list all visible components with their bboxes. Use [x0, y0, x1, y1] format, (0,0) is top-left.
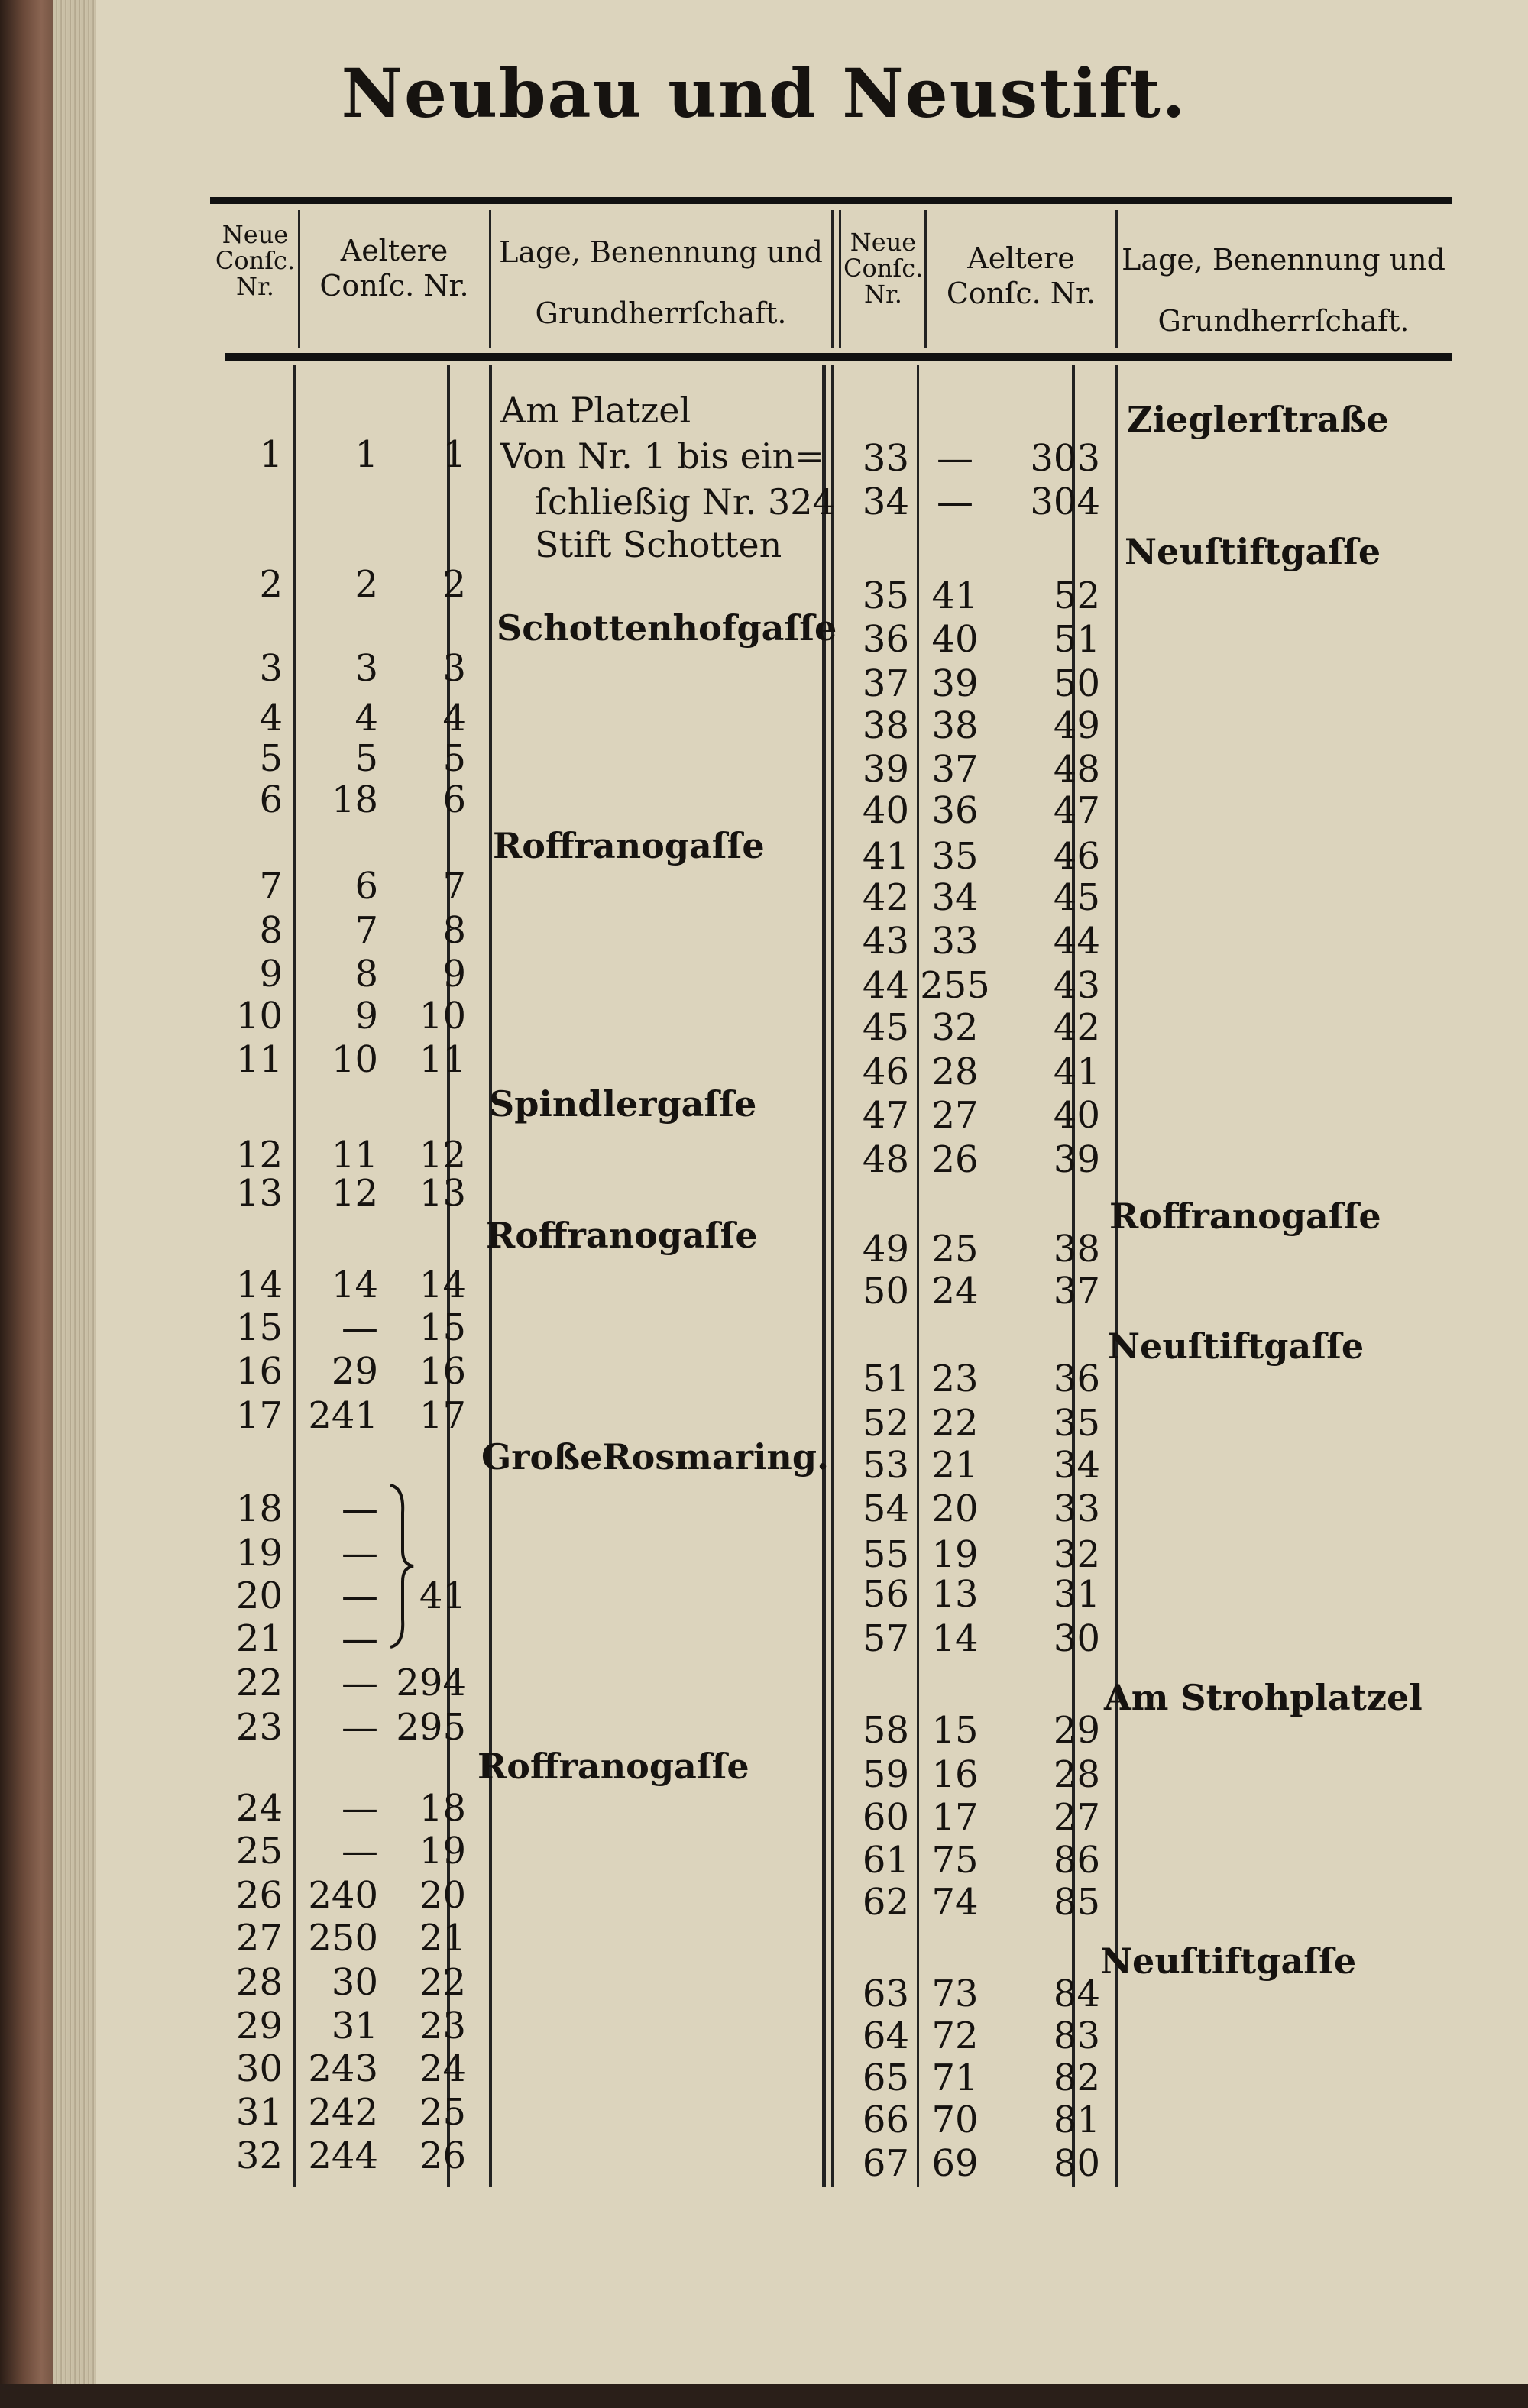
right-cell-neue: 40: [862, 789, 909, 832]
right-cell-neue: 34: [862, 481, 909, 523]
left-cell-nr: 22: [419, 1961, 466, 2004]
right-cell-alt: 36: [931, 789, 979, 832]
street-label: Spindlergaſſe: [489, 1083, 757, 1125]
left-cell-neue: 19: [235, 1532, 283, 1575]
left-cell-neue: 4: [259, 697, 283, 740]
header-line: Lage, Benennung und: [499, 235, 823, 269]
body-divider: [1115, 365, 1118, 2187]
body-divider: [489, 365, 492, 2187]
left-cell-alt: —: [342, 1830, 378, 1872]
left-cell-neue: 27: [235, 1917, 283, 1960]
left-cell-alt: 14: [331, 1264, 378, 1306]
left-cell-alt: 6: [354, 865, 378, 908]
right-cell-nr: 86: [1053, 1839, 1100, 1882]
left-cell-alt: —: [342, 1787, 378, 1830]
left-cell-nr: 19: [419, 1830, 466, 1872]
left-cell-nr: 3: [442, 647, 466, 690]
street-label: Schottenhofgaſſe: [497, 607, 837, 649]
left-cell-nr: 18: [419, 1787, 466, 1830]
left-cell-nr: 295: [396, 1706, 466, 1749]
right-cell-nr: 30: [1053, 1617, 1100, 1660]
right-cell-neue: 64: [862, 2015, 909, 2057]
left-cell-neue: 15: [235, 1306, 283, 1349]
right-cell-alt: 19: [931, 1533, 979, 1576]
left-cell-nr: 23: [419, 2005, 466, 2047]
left-cell-alt: 29: [331, 1350, 378, 1393]
right-cell-nr: 85: [1053, 1881, 1100, 1924]
right-cell-alt: 26: [931, 1138, 979, 1181]
right-cell-alt: 22: [931, 1402, 979, 1445]
right-cell-alt: 23: [931, 1358, 979, 1400]
right-cell-nr: 83: [1053, 2015, 1100, 2057]
left-cell-nr: 16: [419, 1350, 466, 1393]
right-cell-neue: 57: [862, 1617, 909, 1660]
left-cell-alt: 4: [354, 697, 378, 740]
right-cell-nr: 50: [1053, 662, 1100, 705]
header-divider: [924, 210, 927, 348]
left-cell-alt: 7: [354, 909, 378, 952]
left-cell-alt: —: [342, 1532, 378, 1575]
right-cell-alt: 70: [931, 2099, 979, 2141]
right-cell-nr: 80: [1053, 2142, 1100, 2185]
right-cell-nr: 52: [1053, 574, 1100, 617]
left-cell-alt: —: [342, 1706, 378, 1749]
left-cell-alt: 244: [308, 2135, 378, 2177]
left-cell-neue: 1: [259, 433, 283, 476]
left-cell-neue: 2: [259, 563, 283, 606]
right-cell-nr: 47: [1053, 789, 1100, 832]
left-cell-nr: 15: [419, 1306, 466, 1349]
right-cell-alt: 38: [931, 704, 979, 747]
left-cell-neue: 13: [235, 1172, 283, 1215]
right-cell-alt: —: [937, 437, 973, 480]
left-cell-neue: 6: [259, 778, 283, 821]
right-cell-alt: 15: [931, 1709, 979, 1752]
left-cell-nr: 7: [442, 865, 466, 908]
left-cell-nr: 21: [419, 1917, 466, 1960]
left-cell-nr: 11: [419, 1038, 466, 1081]
left-cell-alt: —: [342, 1487, 378, 1530]
left-cell-neue: 18: [235, 1487, 283, 1530]
right-cell-neue: 61: [862, 1839, 909, 1882]
left-cell-alt: 31: [331, 2005, 378, 2047]
right-cell-neue: 33: [862, 437, 909, 480]
header-aeltere-right: [928, 241, 1114, 311]
left-cell-neue: 17: [235, 1394, 283, 1437]
lage-schliessig: ſchließig Nr. 324: [535, 481, 835, 523]
right-cell-nr: 40: [1053, 1094, 1100, 1137]
right-cell-nr: 82: [1053, 2057, 1100, 2099]
left-cell-nr: 294: [396, 1662, 466, 1704]
right-cell-neue: 47: [862, 1094, 909, 1137]
right-cell-alt: 37: [931, 748, 979, 791]
header-divider: [489, 210, 491, 348]
header-line: Conſc.: [843, 254, 924, 283]
left-cell-alt: 243: [308, 2047, 378, 2090]
right-cell-neue: 67: [862, 2142, 909, 2185]
left-cell-neue: 30: [235, 2047, 283, 2090]
right-cell-alt: 24: [931, 1270, 979, 1312]
left-cell-nr: 17: [419, 1394, 466, 1437]
right-cell-alt: 20: [931, 1487, 979, 1530]
right-cell-alt: 74: [931, 1881, 979, 1924]
right-cell-nr: 27: [1053, 1796, 1100, 1839]
left-cell-alt: 240: [308, 1874, 378, 1917]
right-cell-nr: 43: [1053, 964, 1100, 1007]
street-label: GroßeRosmaring.: [481, 1436, 830, 1477]
right-cell-nr: 46: [1053, 835, 1100, 878]
header-divider: [831, 210, 834, 348]
left-cell-alt: 8: [354, 953, 378, 995]
lage-von-nr: Von Nr. 1 bis ein=: [500, 435, 824, 477]
left-cell-nr: 41: [419, 1575, 466, 1617]
right-cell-nr: 29: [1053, 1709, 1100, 1752]
right-cell-alt: 17: [931, 1796, 979, 1839]
right-cell-nr: 32: [1053, 1533, 1100, 1576]
left-cell-alt: —: [342, 1617, 378, 1660]
right-cell-neue: 58: [862, 1709, 909, 1752]
left-cell-alt: 242: [308, 2091, 378, 2134]
right-cell-nr: 49: [1053, 704, 1100, 747]
left-cell-nr: 24: [419, 2047, 466, 2090]
header-line: Conſc.: [215, 246, 296, 275]
left-cell-nr: 26: [419, 2135, 466, 2177]
left-cell-neue: 10: [235, 995, 283, 1037]
right-cell-nr: 33: [1053, 1487, 1100, 1530]
right-cell-nr: 28: [1053, 1753, 1100, 1796]
right-cell-nr: 81: [1053, 2099, 1100, 2141]
left-cell-neue: 24: [235, 1787, 283, 1830]
right-cell-neue: 49: [862, 1228, 909, 1270]
header-line: Neue: [850, 228, 917, 257]
header-line: Aeltere: [967, 241, 1075, 275]
header-line: Neue: [222, 220, 289, 249]
right-cell-alt: 33: [931, 920, 979, 963]
left-cell-neue: 7: [259, 865, 283, 908]
header-aeltere-left: [302, 233, 487, 303]
book-bottom-edge: [0, 2384, 1528, 2408]
left-cell-alt: 9: [354, 995, 378, 1037]
right-cell-neue: 59: [862, 1753, 909, 1796]
right-cell-neue: 38: [862, 704, 909, 747]
left-cell-alt: 3: [354, 647, 378, 690]
right-cell-neue: 62: [862, 1881, 909, 1924]
right-cell-neue: 52: [862, 1402, 909, 1445]
header-line: Nr.: [236, 272, 274, 301]
left-cell-alt: —: [342, 1662, 378, 1704]
left-cell-alt: —: [342, 1306, 378, 1349]
left-cell-nr: 5: [442, 737, 466, 780]
left-cell-neue: 5: [259, 737, 283, 780]
right-cell-alt: 39: [931, 662, 979, 705]
right-cell-alt: 28: [931, 1050, 979, 1093]
right-cell-alt: 35: [931, 835, 979, 878]
left-cell-nr: 10: [419, 995, 466, 1037]
right-cell-neue: 53: [862, 1444, 909, 1487]
right-cell-nr: 38: [1053, 1228, 1100, 1270]
right-cell-neue: 55: [862, 1533, 909, 1576]
right-cell-neue: 43: [862, 920, 909, 963]
left-cell-neue: 26: [235, 1874, 283, 1917]
right-cell-alt: 73: [931, 1973, 979, 2015]
right-cell-neue: 42: [862, 876, 909, 919]
right-cell-neue: 56: [862, 1573, 909, 1616]
right-cell-nr: 48: [1053, 748, 1100, 791]
right-cell-neue: 45: [862, 1006, 909, 1049]
left-cell-nr: 2: [442, 563, 466, 606]
street-label: Am Strohplatzel: [1104, 1677, 1423, 1718]
left-cell-alt: 30: [331, 1961, 378, 2004]
header-line: Aeltere: [340, 234, 448, 267]
top-rule: [210, 197, 1452, 204]
left-cell-nr: 14: [419, 1264, 466, 1306]
left-cell-neue: 8: [259, 909, 283, 952]
header-bottom-rule: [225, 353, 1452, 361]
brace-icon: [386, 1482, 416, 1650]
left-cell-neue: 16: [235, 1350, 283, 1393]
left-cell-alt: 12: [331, 1172, 378, 1215]
right-cell-alt: 16: [931, 1753, 979, 1796]
right-cell-alt: 41: [931, 574, 979, 617]
lage-am-platzel: Am Platzel: [500, 390, 691, 431]
street-label: Neuſtiftgaſſe: [1108, 1325, 1365, 1367]
right-cell-neue: 37: [862, 662, 909, 705]
header-line: Lage, Benennung und: [1122, 243, 1445, 277]
right-cell-neue: 63: [862, 1973, 909, 2015]
right-cell-alt: 32: [931, 1006, 979, 1049]
left-cell-nr: 9: [442, 953, 466, 995]
right-cell-alt: —: [937, 481, 973, 523]
left-cell-nr: 6: [442, 778, 466, 821]
right-cell-nr: 37: [1053, 1270, 1100, 1312]
right-cell-neue: 41: [862, 835, 909, 878]
right-cell-neue: 44: [862, 964, 909, 1007]
left-cell-nr: 4: [442, 697, 466, 740]
right-cell-neue: 39: [862, 748, 909, 791]
street-label: Roffranogaſſe: [1109, 1196, 1381, 1237]
left-cell-alt: 2: [354, 563, 378, 606]
street-label: Neuſtiftgaſſe: [1100, 1940, 1357, 1982]
left-cell-nr: 20: [419, 1874, 466, 1917]
header-divider: [839, 210, 841, 348]
left-cell-neue: 23: [235, 1706, 283, 1749]
left-cell-neue: 20: [235, 1575, 283, 1617]
right-cell-alt: 13: [931, 1573, 979, 1616]
header-line: Grundherrſchaft.: [535, 296, 787, 330]
right-cell-neue: 48: [862, 1138, 909, 1181]
right-cell-nr: 303: [1030, 437, 1100, 480]
left-cell-nr: 8: [442, 909, 466, 952]
right-cell-neue: 50: [862, 1270, 909, 1312]
right-cell-nr: 35: [1053, 1402, 1100, 1445]
right-cell-nr: 304: [1030, 481, 1100, 523]
header-neue-right: [843, 229, 923, 307]
street-label: Roffranogaſſe: [493, 825, 765, 866]
header-lage-right: [1119, 229, 1448, 351]
right-cell-alt: 25: [931, 1228, 979, 1270]
right-cell-alt: 255: [920, 964, 990, 1007]
left-cell-nr: 25: [419, 2091, 466, 2134]
header-lage-left: [493, 222, 829, 344]
right-cell-nr: 84: [1053, 1973, 1100, 2015]
left-cell-alt: 18: [331, 778, 378, 821]
header-divider: [298, 210, 300, 348]
left-cell-neue: 25: [235, 1830, 283, 1872]
header-line: Conſc. Nr.: [946, 277, 1096, 310]
left-cell-neue: 14: [235, 1264, 283, 1306]
left-cell-neue: 3: [259, 647, 283, 690]
left-cell-nr: 12: [419, 1134, 466, 1176]
left-cell-neue: 32: [235, 2135, 283, 2177]
right-cell-alt: 40: [931, 618, 979, 661]
header-line: Nr.: [864, 280, 902, 309]
right-cell-nr: 45: [1053, 876, 1100, 919]
page-title: Neubau und Neustift.: [341, 53, 1187, 133]
right-cell-neue: 60: [862, 1796, 909, 1839]
street-label: Roffranogaſſe: [478, 1746, 749, 1787]
right-cell-neue: 35: [862, 574, 909, 617]
left-cell-alt: 241: [308, 1394, 378, 1437]
right-cell-nr: 41: [1053, 1050, 1100, 1093]
street-label: Zieglerſtraße: [1127, 399, 1389, 440]
left-cell-neue: 21: [235, 1617, 283, 1660]
header-divider: [1115, 210, 1118, 348]
right-cell-nr: 31: [1053, 1573, 1100, 1616]
left-cell-neue: 11: [235, 1038, 283, 1081]
right-cell-neue: 46: [862, 1050, 909, 1093]
left-cell-neue: 29: [235, 2005, 283, 2047]
right-cell-nr: 34: [1053, 1444, 1100, 1487]
left-cell-alt: 250: [308, 1917, 378, 1960]
right-cell-nr: 51: [1053, 618, 1100, 661]
left-cell-neue: 9: [259, 953, 283, 995]
right-cell-nr: 44: [1053, 920, 1100, 963]
street-label: Roffranogaſſe: [486, 1215, 758, 1256]
right-cell-alt: 34: [931, 876, 979, 919]
left-cell-alt: 11: [331, 1134, 378, 1176]
right-cell-alt: 27: [931, 1094, 979, 1137]
right-cell-alt: 14: [931, 1617, 979, 1660]
right-cell-nr: 39: [1053, 1138, 1100, 1181]
left-cell-neue: 12: [235, 1134, 283, 1176]
left-cell-nr: 1: [442, 433, 466, 476]
right-cell-nr: 42: [1053, 1006, 1100, 1049]
right-cell-alt: 75: [931, 1839, 979, 1882]
left-cell-neue: 28: [235, 1961, 283, 2004]
left-cell-nr: 13: [419, 1172, 466, 1215]
right-cell-alt: 21: [931, 1444, 979, 1487]
header-line: Grundherrſchaft.: [1157, 304, 1410, 338]
left-cell-alt: 1: [354, 433, 378, 476]
right-cell-alt: 72: [931, 2015, 979, 2057]
right-cell-neue: 51: [862, 1358, 909, 1400]
header-line: Conſc. Nr.: [319, 269, 469, 303]
right-cell-neue: 65: [862, 2057, 909, 2099]
left-cell-alt: 5: [354, 737, 378, 780]
right-cell-neue: 36: [862, 618, 909, 661]
right-cell-neue: 66: [862, 2099, 909, 2141]
right-cell-neue: 54: [862, 1487, 909, 1530]
left-cell-neue: 31: [235, 2091, 283, 2134]
left-cell-alt: —: [342, 1575, 378, 1617]
right-cell-alt: 71: [931, 2057, 979, 2099]
left-cell-alt: 10: [331, 1038, 378, 1081]
left-cell-neue: 22: [235, 1662, 283, 1704]
right-cell-nr: 36: [1053, 1358, 1100, 1400]
right-cell-alt: 69: [931, 2142, 979, 2185]
header-neue-left: [214, 222, 296, 299]
street-label: Neuſtiftgaſſe: [1125, 531, 1381, 572]
lage-stift: Stift Schotten: [535, 524, 782, 565]
